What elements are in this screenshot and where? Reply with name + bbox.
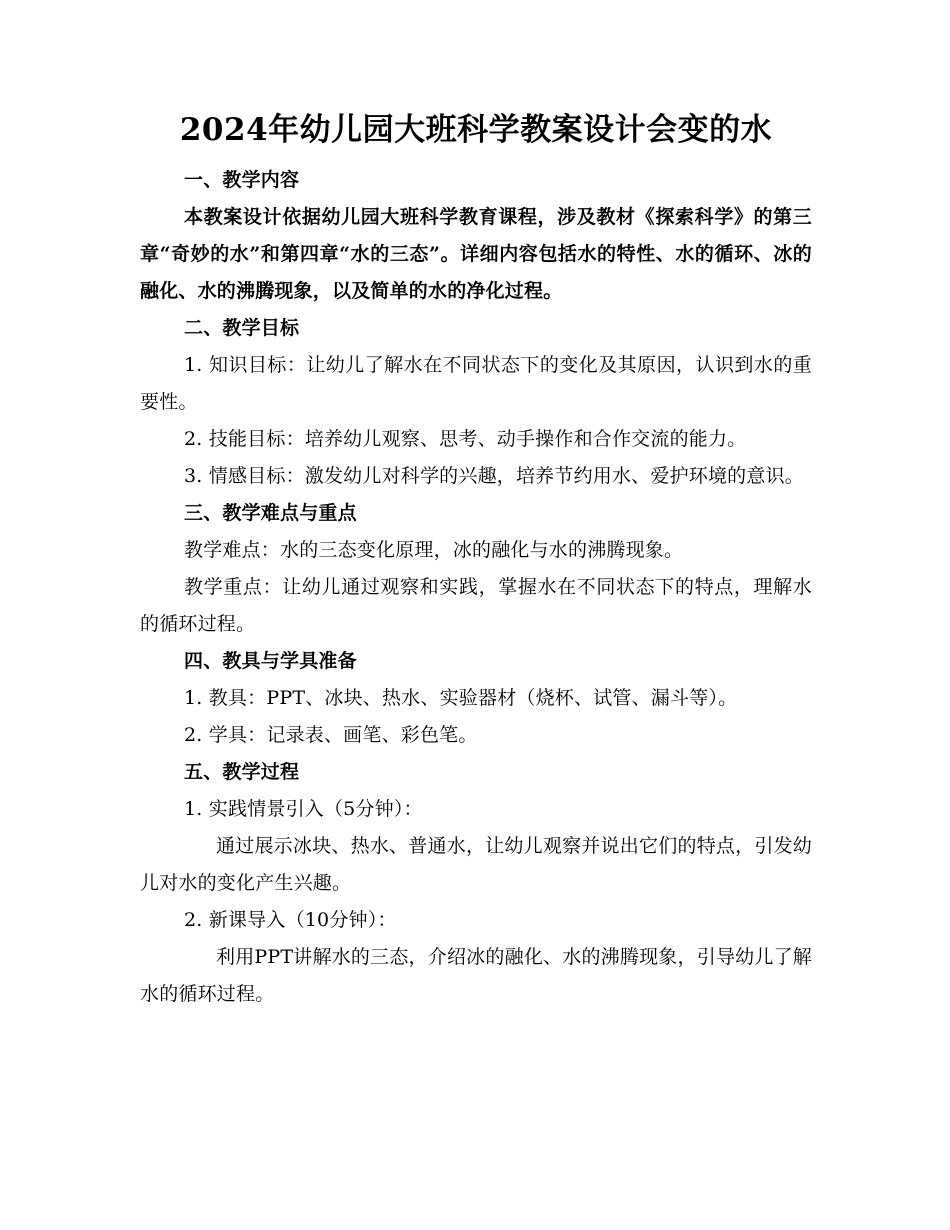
process-step-text: 利用PPT讲解水的三态，介绍冰的融化、水的沸腾现象，引导幼儿了解水的循环过程。 (140, 946, 812, 1005)
process-step-label: 2. 新课导入（10分钟）： (184, 909, 397, 931)
section-heading-process: 五、教学过程 (184, 761, 300, 783)
section-heading-content: 一、教学内容 (184, 169, 300, 191)
document-page (140, 108, 812, 1013)
process-step-text: 通过展示冰块、热水、普通水，让幼儿观察并说出它们的特点，引发幼儿对水的变化产生兴趣。 (140, 835, 812, 894)
difficulty-item: 教学难点：水的三态变化原理，冰的融化与水的沸腾现象。 (184, 539, 684, 561)
process-step-label: 1. 实践情景引入（5分钟）： (184, 798, 423, 820)
material-item-teacher: 1. 教具：PPT、冰块、热水、实验器材（烧杯、试管、漏斗等）。 (184, 687, 738, 709)
objective-item-emotion: 3. 情感目标：激发幼儿对科学的兴趣，培养节约用水、爱护环境的意识。 (184, 465, 804, 487)
key-point-item: 教学重点：让幼儿通过观察和实践，掌握水在不同状态下的特点，理解水的循环过程。 (140, 576, 812, 635)
section-paragraph-content: 本教案设计依据幼儿园大班科学教育课程，涉及教材《探索科学》的第三章“奇妙的水”和第四章“水的三态”。详细内容包括水的特性、水的循环、冰的融化、水的沸腾现象，以及简单的水的净化过程。 (140, 206, 812, 302)
section-heading-materials: 四、教具与学具准备 (184, 650, 357, 672)
section-heading-difficulties: 三、教学难点与重点 (184, 502, 357, 524)
objective-item-knowledge: 1. 知识目标：让幼儿了解水在不同状态下的变化及其原因，认识到水的重要性。 (140, 354, 812, 413)
document-title: 2024年幼儿园大班科学教案设计会变的水 (179, 112, 773, 148)
section-heading-objectives: 二、教学目标 (184, 317, 300, 339)
material-item-student: 2. 学具：记录表、画笔、彩色笔。 (184, 724, 478, 746)
objective-item-skill: 2. 技能目标：培养幼儿观察、思考、动手操作和合作交流的能力。 (184, 428, 747, 450)
